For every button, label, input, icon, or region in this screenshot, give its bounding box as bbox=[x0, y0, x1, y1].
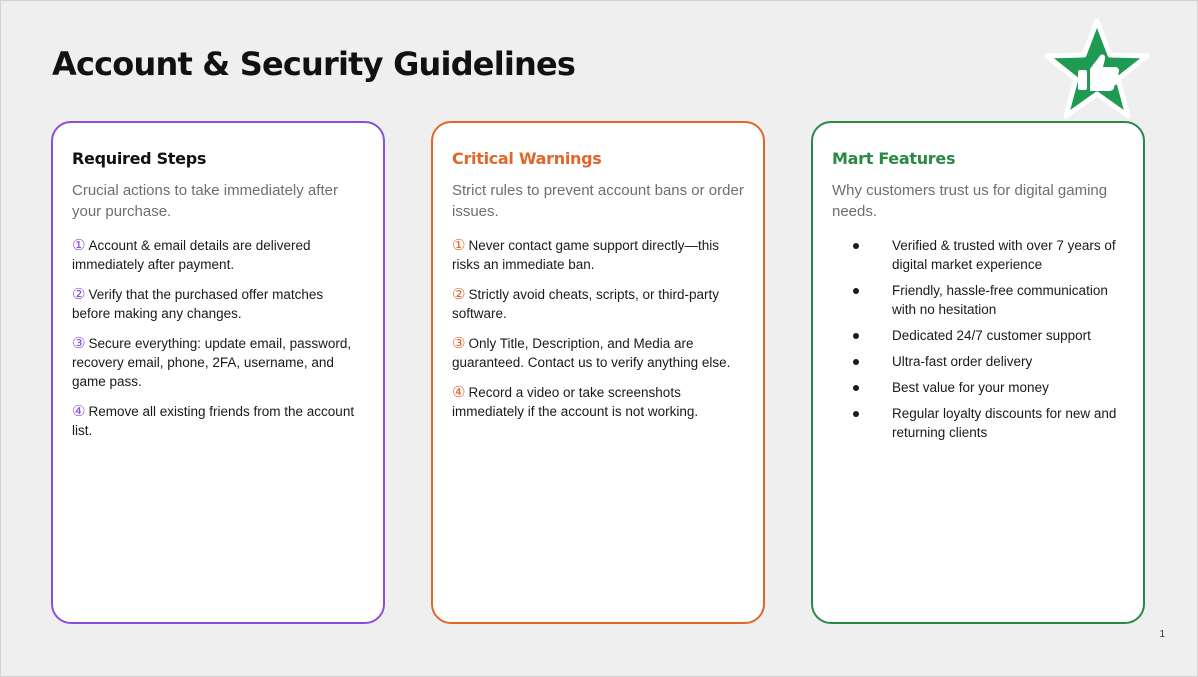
page-title: Account & Security Guidelines bbox=[52, 45, 576, 83]
step-number-marker: ② bbox=[452, 286, 466, 303]
step-number-marker: ② bbox=[72, 286, 86, 303]
list-item bbox=[72, 402, 364, 440]
card-title: Mart Features bbox=[832, 149, 956, 168]
thumbs-up-star-icon bbox=[1042, 17, 1152, 122]
card-subtitle: Why customers trust us for digital gaming needs. bbox=[832, 182, 1108, 220]
list-item bbox=[832, 236, 1124, 274]
list-item-text: Dedicated 24/7 customer support bbox=[892, 328, 1091, 343]
list-item-text: Ultra-fast order delivery bbox=[892, 354, 1033, 369]
list-item bbox=[72, 236, 364, 274]
list-item bbox=[72, 285, 364, 323]
list-item bbox=[832, 404, 1124, 442]
step-number-marker: ④ bbox=[72, 403, 86, 420]
list-item bbox=[452, 285, 744, 323]
bullet-dot-icon bbox=[853, 243, 859, 249]
list-item-text: Account & email details are delivered immediately after payment. bbox=[72, 238, 311, 272]
bullet-dot-icon bbox=[853, 333, 859, 339]
card-subtitle: Crucial actions to take immediately after your purchase. bbox=[72, 182, 338, 220]
step-number-marker: ① bbox=[452, 237, 466, 254]
list-item bbox=[832, 326, 1124, 345]
bullet-dot-icon bbox=[853, 288, 859, 294]
list-item-text: Friendly, hassle-free communication with no hesitation bbox=[892, 283, 1108, 317]
list-item-text: Only Title, Description, and Media are guaranteed. Contact us to verify anything else. bbox=[452, 336, 731, 370]
step-number-marker: ① bbox=[72, 237, 86, 254]
list-item-text: Record a video or take screenshots immediately if the account is not working. bbox=[452, 385, 699, 419]
page-number: 1 bbox=[1159, 629, 1165, 640]
step-number-marker: ③ bbox=[72, 335, 86, 352]
list-item bbox=[832, 352, 1124, 371]
list-item bbox=[452, 236, 744, 274]
list-item bbox=[452, 334, 744, 372]
list-item-text: Best value for your money bbox=[892, 380, 1049, 395]
list-item-text: Verified & trusted with over 7 years of digital market experience bbox=[892, 238, 1116, 272]
list-item-text: Strictly avoid cheats, scripts, or third-party software. bbox=[452, 287, 720, 321]
step-number-marker: ③ bbox=[452, 335, 466, 352]
list-item-text: Verify that the purchased offer matches before making any changes. bbox=[72, 287, 324, 321]
list-item bbox=[832, 281, 1124, 319]
card-title: Critical Warnings bbox=[452, 149, 602, 168]
mart-features-card bbox=[811, 121, 1145, 624]
bullet-dot-icon bbox=[853, 359, 859, 365]
critical-warnings-card bbox=[431, 121, 765, 624]
required-steps-card bbox=[51, 121, 385, 624]
step-number-marker: ④ bbox=[452, 384, 466, 401]
list-item bbox=[72, 334, 364, 391]
list-item bbox=[452, 383, 744, 421]
list-item-text: Never contact game support directly—this risks an immediate ban. bbox=[452, 238, 720, 272]
list-item-text: Remove all existing friends from the account list. bbox=[72, 404, 355, 438]
list-item-text: Regular loyalty discounts for new and returning clients bbox=[892, 406, 1117, 440]
list-item-text: Secure everything: update email, password, recovery email, phone, 2FA, username, and game pass. bbox=[72, 336, 352, 389]
card-subtitle: Strict rules to prevent account bans or order issues. bbox=[452, 182, 744, 220]
card-title: Required Steps bbox=[72, 149, 207, 168]
list-item bbox=[832, 378, 1124, 397]
bullet-dot-icon bbox=[853, 411, 859, 417]
bullet-dot-icon bbox=[853, 385, 859, 391]
